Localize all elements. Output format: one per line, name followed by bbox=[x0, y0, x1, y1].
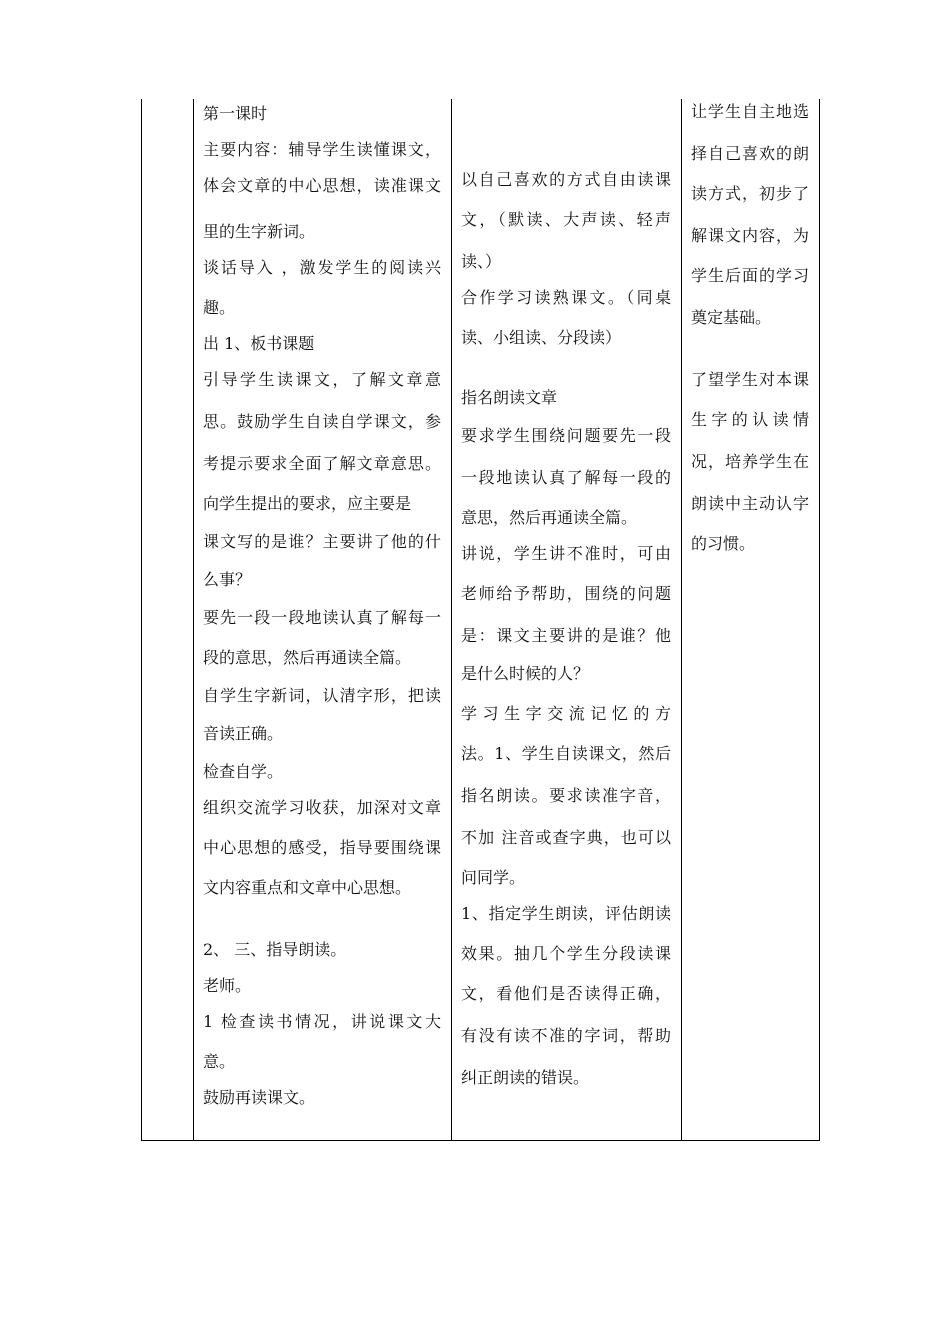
intent-line: 读方式，初步了 bbox=[691, 184, 809, 203]
teacher-line: 体会文章的中心思想，读准课文 bbox=[203, 176, 441, 195]
intent-line: 的习惯。 bbox=[691, 534, 756, 553]
intent-line: 朗读中主动认字 bbox=[691, 494, 809, 513]
teacher-line: 要先一段一段地读认真了解每一 bbox=[203, 608, 441, 627]
teacher-line: 趣。 bbox=[203, 298, 236, 317]
intent-line: 奠定基础。 bbox=[691, 308, 772, 327]
student-line: 以自己喜欢的方式自由读课 bbox=[461, 170, 671, 189]
student-line: 纠正朗读的错误。 bbox=[461, 1068, 590, 1087]
teacher-line: 里的生字新词。 bbox=[203, 222, 316, 241]
teacher-line: 向学生提出的要求，应主要是 bbox=[203, 494, 412, 513]
column-divider-3 bbox=[681, 99, 682, 1141]
student-line: 问同学。 bbox=[461, 868, 526, 887]
teacher-line: 意。 bbox=[203, 1052, 236, 1071]
table-border-left bbox=[141, 99, 142, 1141]
student-line: 意思，然后再通读全篇。 bbox=[461, 508, 638, 527]
teacher-line: 课文写的是谁？主要讲了他的什 bbox=[203, 532, 441, 551]
intent-line: 生字的认读情 bbox=[691, 410, 809, 429]
student-line: 有没有读不准的字词，帮助 bbox=[461, 1026, 671, 1045]
teacher-line: 组织交流学习收获，加深对文章 bbox=[203, 798, 441, 817]
teacher-line: 鼓励再读课文。 bbox=[203, 1088, 316, 1107]
student-line: 学习生字交流记忆的方 bbox=[461, 704, 671, 723]
teacher-line: 音读正确。 bbox=[203, 724, 284, 743]
student-line: 老师给予帮助，围绕的问题 bbox=[461, 584, 671, 603]
student-line: 指名朗读文章 bbox=[461, 388, 558, 407]
teacher-line: 谈话导入 ，激发学生的阅读兴 bbox=[203, 258, 441, 277]
teacher-line: 老师。 bbox=[203, 976, 252, 995]
teacher-line: 中心思想的感受，指导要围绕课 bbox=[203, 838, 441, 857]
student-line: 文，看他们是否读得正确， bbox=[461, 984, 671, 1003]
table-border-bottom bbox=[141, 1140, 820, 1141]
teacher-line: 1 检查读书情况，讲说课文大 bbox=[203, 1012, 441, 1031]
student-line: 效果。抽几个学生分段读课 bbox=[461, 944, 671, 963]
teacher-line: 第一课时 bbox=[203, 104, 268, 123]
teacher-line: 主要内容：辅导学生读懂课文， bbox=[203, 140, 441, 159]
teacher-line: 2、 三、指导朗读。 bbox=[203, 940, 347, 959]
intent-line: 学生后面的学习 bbox=[691, 266, 809, 285]
student-line: 指名朗读。要求读准字音， bbox=[461, 786, 671, 805]
teacher-line: 出 1、板书课题 bbox=[203, 334, 315, 353]
student-line: 是：课文主要讲的是谁？他 bbox=[461, 626, 671, 645]
intent-line: 让学生自主地选 bbox=[691, 102, 809, 121]
teacher-line: 自学生字新词，认清字形，把读 bbox=[203, 686, 441, 705]
intent-line: 况，培养学生在 bbox=[691, 452, 809, 471]
intent-line: 择自己喜欢的朗 bbox=[691, 144, 809, 163]
teacher-line: 引导学生读课文，了解文章意 bbox=[203, 370, 441, 389]
student-line: 法。1、学生自读课文，然后 bbox=[461, 744, 671, 763]
column-divider-2 bbox=[451, 99, 452, 1141]
student-line: 要求学生围绕问题要先一段 bbox=[461, 426, 671, 445]
student-line: 合作学习读熟课文。（同桌 bbox=[461, 288, 671, 307]
intent-line: 解课文内容，为 bbox=[691, 226, 809, 245]
teacher-line: 思。鼓励学生自读自学课文，参 bbox=[203, 412, 441, 431]
student-line: 读、） bbox=[461, 252, 502, 271]
teacher-line: 考提示要求全面了解文章意思。 bbox=[203, 454, 441, 473]
teacher-line: 段的意思，然后再通读全篇。 bbox=[203, 648, 412, 667]
student-line: 1、指定学生朗读，评估朗读 bbox=[461, 904, 671, 923]
student-line: 读、小组读、分段读） bbox=[461, 328, 622, 347]
student-line: 文，（默读、大声读、轻声 bbox=[461, 210, 671, 229]
student-line: 一段地读认真了解每一段的 bbox=[461, 468, 671, 487]
student-line: 不加 注音或查字典，也可以 bbox=[461, 828, 671, 847]
student-line: 是什么时候的人？ bbox=[461, 664, 590, 683]
student-line: 讲说，学生讲不准时，可由 bbox=[461, 544, 671, 563]
teacher-line: 么事？ bbox=[203, 570, 252, 589]
teacher-line: 检查自学。 bbox=[203, 762, 284, 781]
teacher-line: 文内容重点和文章中心思想。 bbox=[203, 878, 412, 897]
column-divider-1 bbox=[193, 99, 194, 1141]
table-border-right bbox=[819, 99, 820, 1141]
intent-line: 了望学生对本课 bbox=[691, 370, 809, 389]
